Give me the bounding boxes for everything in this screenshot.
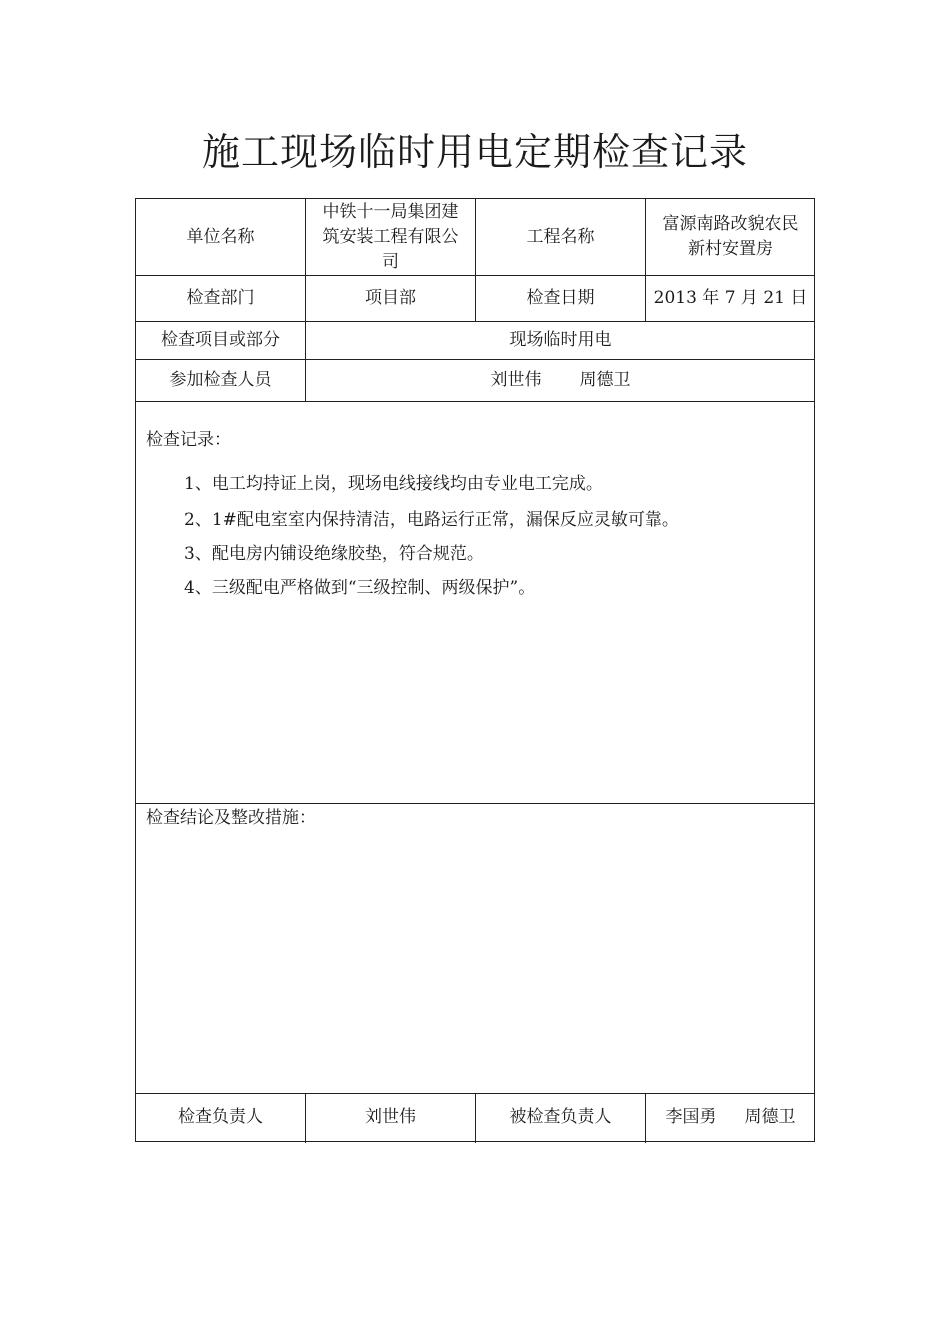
inspection-item-value: 现场临时用电 xyxy=(509,330,612,350)
record-item: 3、配电房内铺设绝缘胶垫，符合规范。 xyxy=(184,544,484,564)
row-divider xyxy=(136,401,814,402)
participant-name: 周德卫 xyxy=(579,370,631,390)
record-item: 2、1#配电室室内保持清洁，电路运行正常，漏保反应灵敏可靠。 xyxy=(184,510,679,530)
record-label: 检查记录： xyxy=(146,430,231,450)
inspection-dept-label: 检查部门 xyxy=(186,288,255,308)
inspectee-label: 被检查负责人 xyxy=(509,1107,612,1127)
participant-name: 刘世伟 xyxy=(490,370,542,390)
inspectee-name: 周德卫 xyxy=(744,1107,796,1127)
inspector-label: 检查负责人 xyxy=(178,1107,263,1127)
document-title: 施工现场临时用电定期检查记录 xyxy=(201,130,748,174)
inspection-date-label: 检查日期 xyxy=(526,288,595,308)
row-divider xyxy=(136,803,814,804)
inspection-dept-value: 项目部 xyxy=(365,288,416,308)
inspectee-name: 李国勇 xyxy=(665,1107,717,1127)
project-name-label: 工程名称 xyxy=(526,226,595,247)
record-item: 4、三级配电严格做到“三级控制、两级保护”。 xyxy=(184,578,536,598)
unit-name-label: 单位名称 xyxy=(186,226,255,247)
inspection-item-label: 检查项目或部分 xyxy=(161,330,280,350)
unit-name-value: 中铁十一局集团建筑安装工程有限公司 xyxy=(322,201,459,272)
participants-value xyxy=(306,360,815,401)
record-item: 1、电工均持证上岗，现场电线接线均由专业电工完成。 xyxy=(184,474,603,494)
inspector-value: 刘世伟 xyxy=(365,1107,416,1127)
inspectee-value xyxy=(646,1094,815,1141)
conclusion-label: 检查结论及整改措施： xyxy=(146,808,316,828)
inspection-form-table xyxy=(135,198,815,1142)
inspection-date-value: 2013 年 7 月 21 日 xyxy=(653,288,808,308)
participants-label: 参加检查人员 xyxy=(169,370,272,390)
project-name-value: 富源南路改貌农民新村安置房 xyxy=(662,214,799,259)
